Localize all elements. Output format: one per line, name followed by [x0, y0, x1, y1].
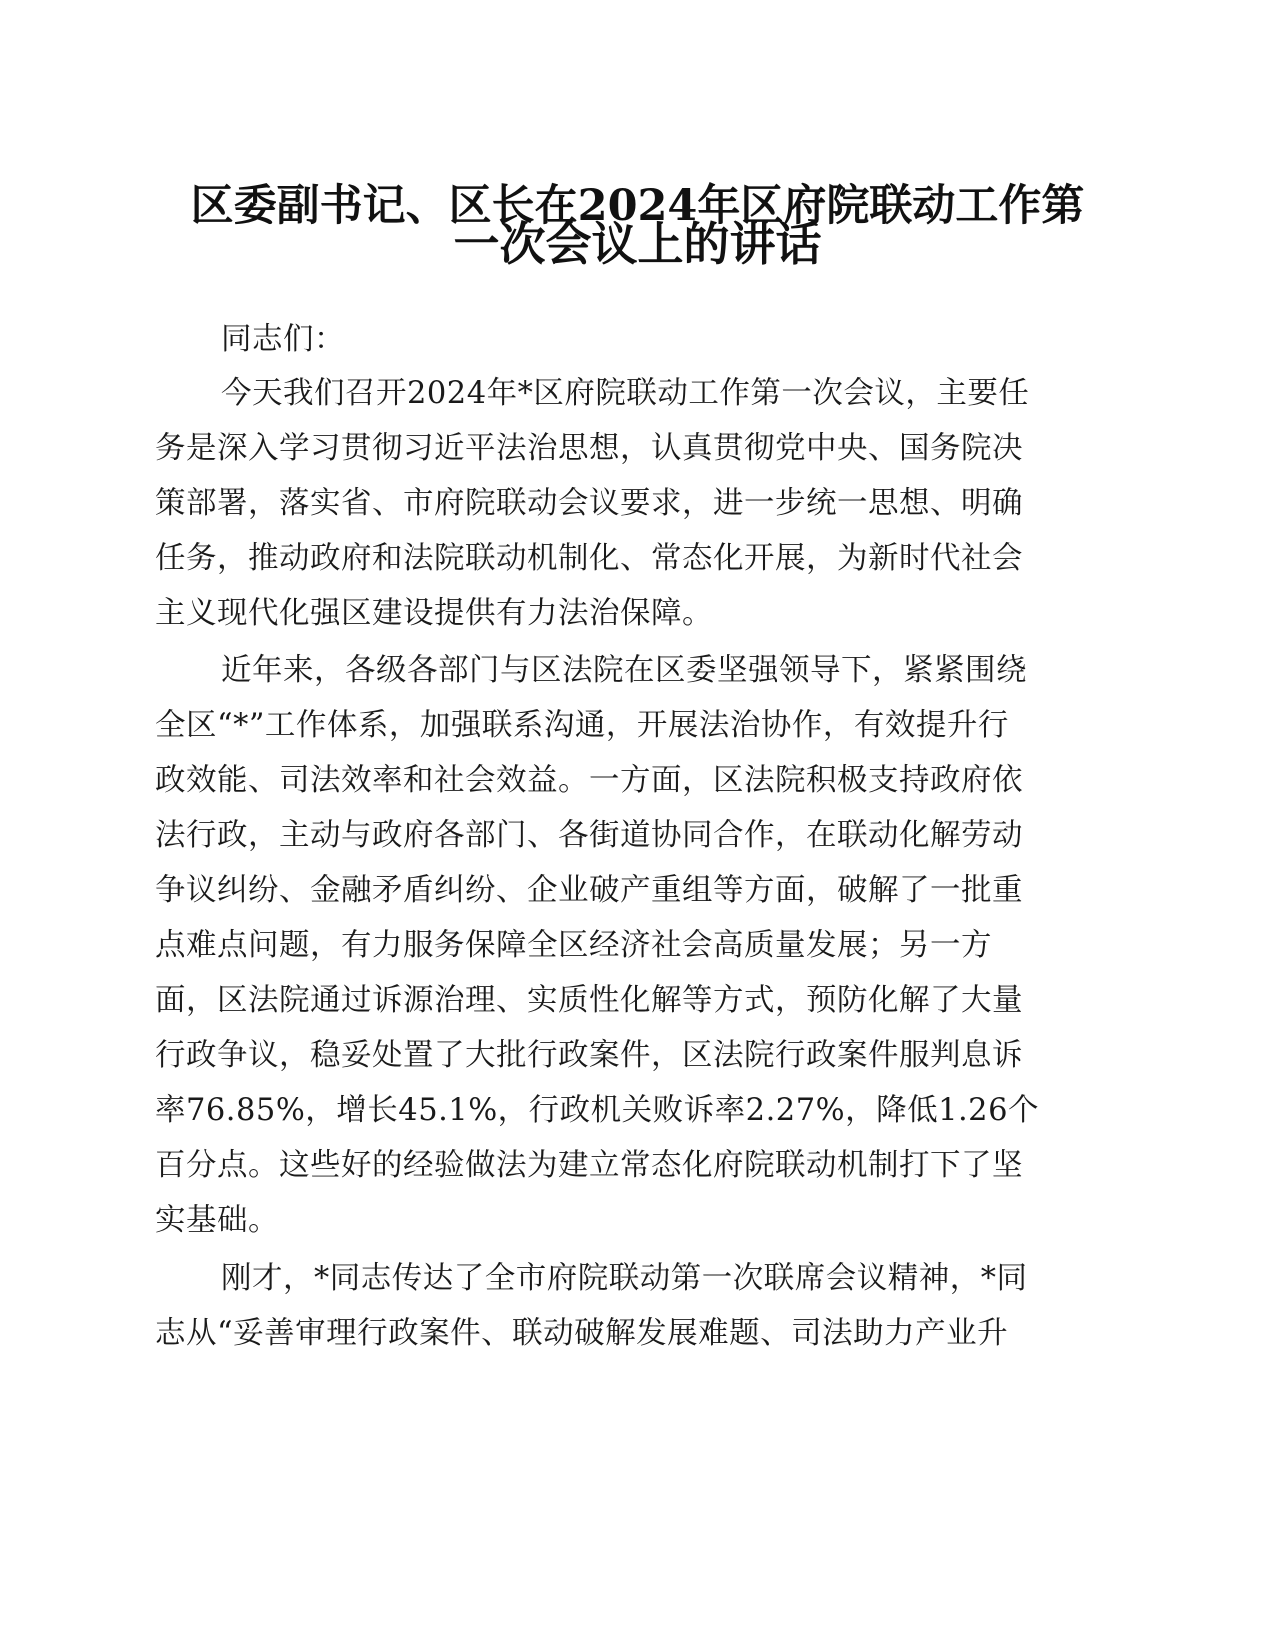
paragraph-line: 率76.85%，增长45.1%，行政机关败诉率2.27%，降低1.26个 [155, 1093, 1039, 1128]
paragraph-line: 志从“妥善审理行政案件、联动破解发展难题、司法助力产业升 [155, 1316, 1009, 1351]
paragraph-line: 刚才，*同志传达了全市府院联动第一次联席会议精神，*同 [221, 1261, 1028, 1296]
paragraph-line: 点难点问题，有力服务保障全区经济社会高质量发展；另一方 [155, 928, 992, 963]
paragraph-line: 任务，推动政府和法院联动机制化、常态化开展，为新时代社会 [155, 541, 1023, 576]
paragraph-line: 法行政，主动与政府各部门、各街道协同合作，在联动化解劳动 [155, 818, 1023, 853]
paragraph-line: 政效能、司法效率和社会效益。一方面，区法院积极支持政府依 [155, 763, 1023, 798]
paragraph-line: 行政争议，稳妥处置了大批行政案件，区法院行政案件服判息诉 [155, 1038, 1023, 1073]
salutation: 同志们： [221, 322, 345, 357]
paragraph-line: 策部署，落实省、市府院联动会议要求，进一步统一思想、明确 [155, 486, 1023, 521]
paragraph-line: 全区“*”工作体系，加强联系沟通，开展法治协作，有效提升行 [155, 708, 1009, 743]
paragraph-line: 近年来，各级各部门与区法院在区委坚强领导下，紧紧围绕 [221, 653, 1027, 688]
paragraph-line: 务是深入学习贯彻习近平法治思想，认真贯彻党中央、国务院决 [155, 431, 1023, 466]
document-title-line-1: 区委副书记、区长在2024年区府院联动工作第 [190, 181, 1085, 231]
paragraph-line: 百分点。这些好的经验做法为建立常态化府院联动机制打下了坚 [155, 1148, 1023, 1183]
paragraph-line: 主义现代化强区建设提供有力法治保障。 [155, 596, 713, 631]
document-title-line-2: 一次会议上的讲话 [453, 217, 822, 271]
paragraph-line: 今天我们召开2024年*区府院联动工作第一次会议，主要任 [221, 376, 1030, 411]
paragraph-line: 实基础。 [155, 1203, 279, 1238]
paragraph-line: 面，区法院通过诉源治理、实质性化解等方式，预防化解了大量 [155, 983, 1023, 1018]
paragraph-line: 争议纠纷、金融矛盾纠纷、企业破产重组等方面，破解了一批重 [155, 873, 1023, 908]
